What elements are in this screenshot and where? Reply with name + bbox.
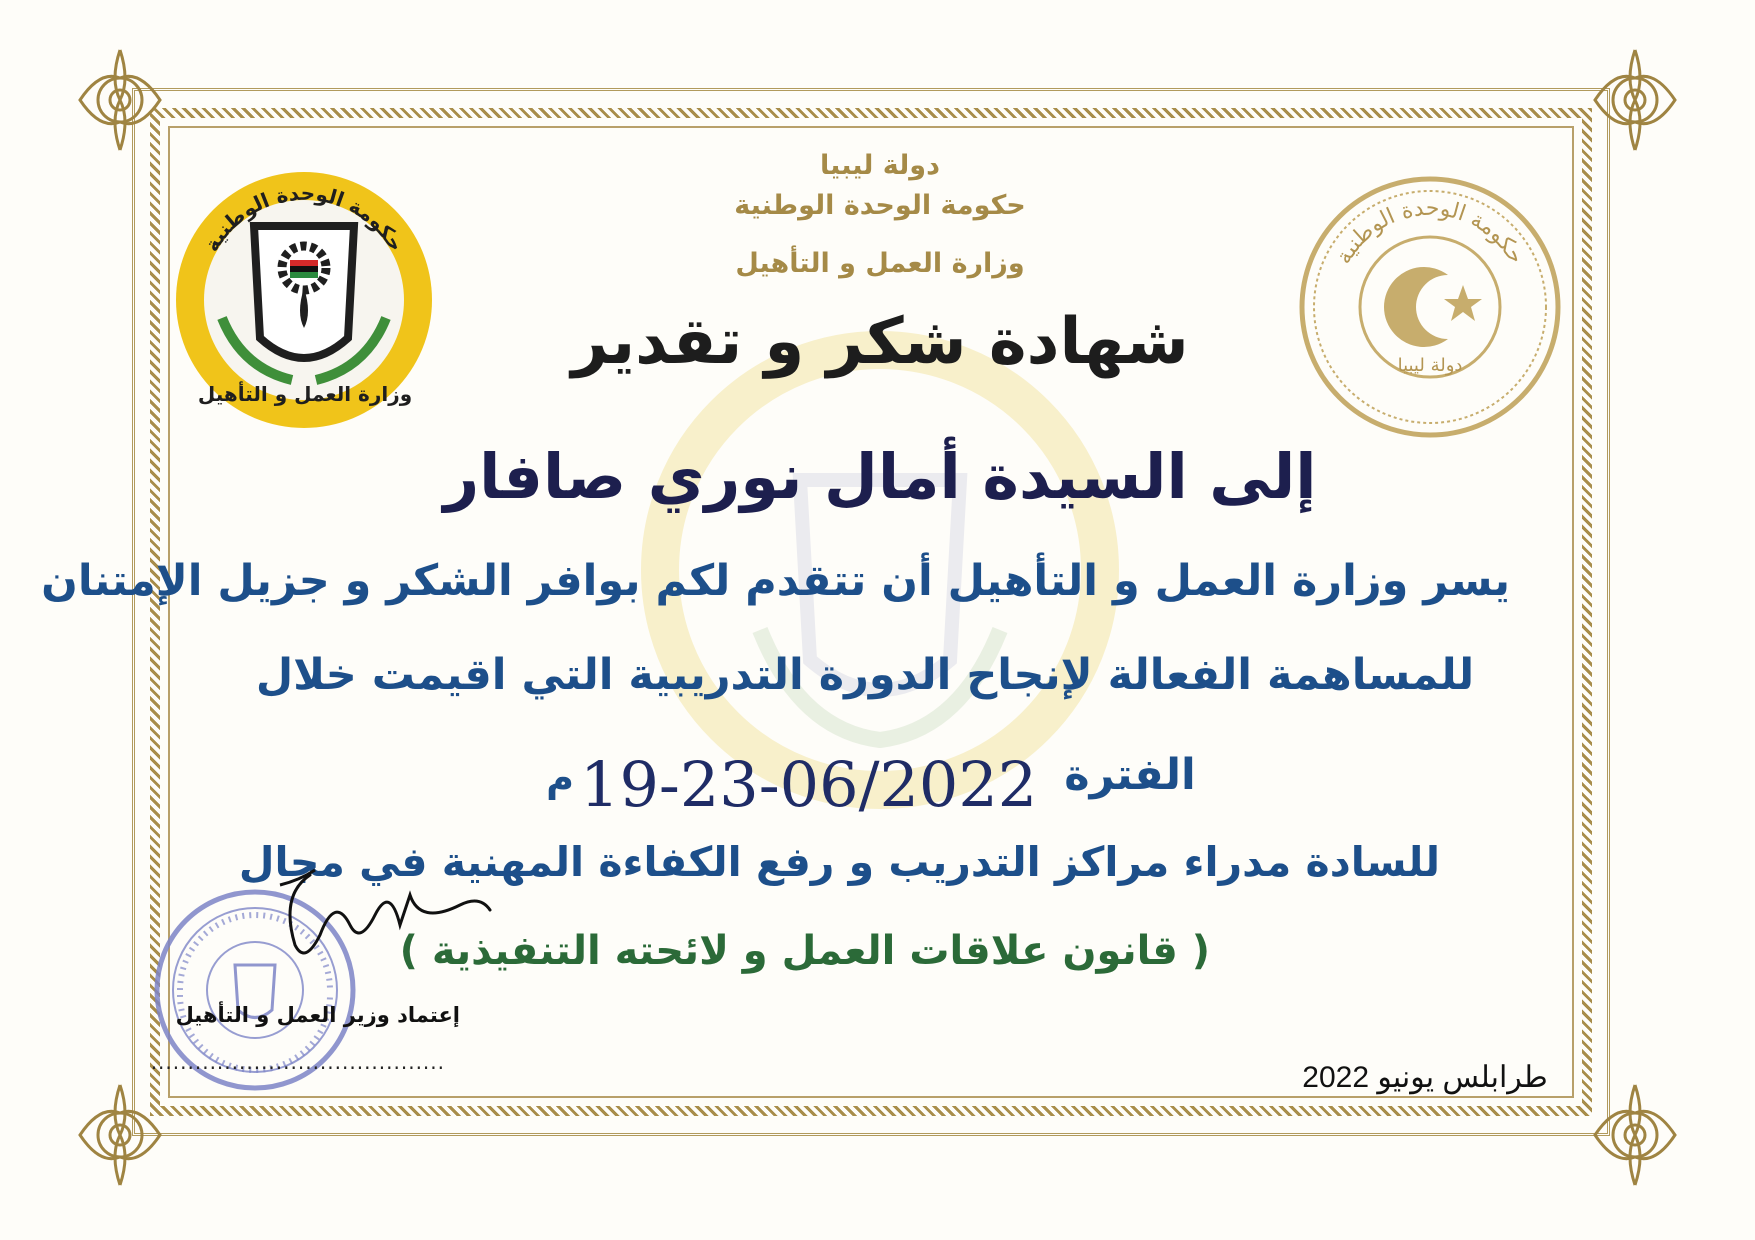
svg-text:حكومة الوحدة الوطنية bbox=[1331, 196, 1528, 269]
ministry-logo-caption: وزارة العمل و التأهيل bbox=[197, 382, 413, 406]
corner-ornament-bottom-right bbox=[1575, 1075, 1695, 1195]
recipient-line: إلى السيدة أمال نوري صافار bbox=[443, 440, 1317, 513]
law-title: ( قانون علاقات العمل و لائحته التنفيذية ) bbox=[399, 928, 1210, 974]
body-line-2: للمساهمة الفعالة لإنجاح الدورة التدريبية التي اقيمت خلال bbox=[255, 650, 1475, 700]
place-date: طرابلس يونيو 2022 bbox=[1302, 1061, 1548, 1094]
header-government: حكومة الوحدة الوطنية bbox=[734, 190, 1026, 221]
corner-ornament-top-right bbox=[1575, 40, 1695, 160]
period-dates: 19-23-06/2022 bbox=[580, 748, 1038, 821]
government-seal bbox=[1298, 175, 1563, 440]
signature bbox=[260, 855, 500, 975]
ministry-logo-ring-top: حكومة الوحدة الوطنية bbox=[199, 180, 409, 256]
seal-ring-text: حكومة الوحدة الوطنية bbox=[1331, 195, 1529, 269]
certificate-title: شهادة شكر و تقدير bbox=[571, 305, 1189, 379]
seal-caption: دولة ليبيا bbox=[1397, 355, 1463, 376]
body-line-1: يسر وزارة العمل و التأهيل أن تتقدم لكم بوافر الشكر و جزيل الإمتنان bbox=[41, 556, 1510, 606]
header-state: دولة ليبيا bbox=[820, 150, 940, 181]
period-suffix: م bbox=[546, 756, 574, 800]
body-line-4: للسادة مدراء مراكز التدريب و رفع الكفاءة المهنية في مجال bbox=[238, 838, 1440, 886]
period-label: الفترة bbox=[1064, 750, 1196, 800]
header-ministry: وزارة العمل و التأهيل bbox=[735, 248, 1025, 279]
approval-label: إعتماد وزير العمل و التأهيل bbox=[175, 1003, 460, 1027]
corner-ornament-top-left bbox=[60, 40, 180, 160]
signature-line: ........................................ bbox=[150, 1050, 445, 1074]
